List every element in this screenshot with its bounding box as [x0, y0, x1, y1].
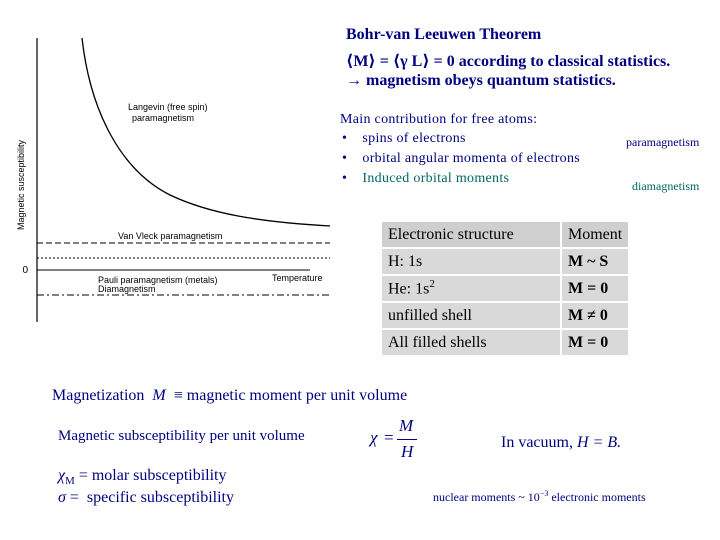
- contrib-item-2: • orbital angular momenta of electrons: [342, 151, 581, 166]
- fraction-denominator: H: [401, 442, 414, 461]
- table-row: [382, 330, 628, 355]
- cell-structure: H: 1s: [382, 249, 560, 274]
- cell-structure: All filled shells: [382, 330, 560, 355]
- contrib-item-3: • Induced orbital moments: [342, 171, 510, 186]
- specific-susceptibility: σ = specific subsceptibility: [58, 489, 234, 506]
- cell-moment: M = 0: [562, 330, 628, 355]
- theorem-title: Bohr-van Leeuwen Theorem: [346, 26, 542, 43]
- molar-susceptibility: $\chi_M$ = molar subsceptibility: [58, 467, 227, 488]
- cell-structure: unfilled shell: [382, 303, 560, 328]
- vacuum-note: In vacuum, H = B.: [501, 434, 622, 451]
- fraction-numerator: M: [399, 416, 414, 435]
- fraction-bar: [397, 439, 417, 440]
- pauli-label: Pauli paramagnetism (metals): [98, 275, 218, 285]
- electronic-structure-table: [380, 220, 630, 357]
- table-row: [382, 276, 628, 301]
- langevin-label-1: Langevin (free spin): [128, 102, 208, 112]
- langevin-label-2: paramagnetism: [132, 113, 195, 123]
- magnetization-definition: Magnetization M ≡ magnetic moment per unit volume: [52, 387, 408, 404]
- susceptibility-graph: [10, 30, 340, 330]
- table-row: [382, 249, 628, 274]
- theorem-line-2: → magnetism obeys quantum statistics.: [346, 72, 616, 89]
- zero-tick: 0: [22, 265, 28, 276]
- y-axis-label: Magnetic susceptibility: [16, 139, 26, 230]
- susceptibility-definition: Magnetic subsceptibility per unit volume: [58, 428, 305, 444]
- dia-label: Diamagnetism: [98, 284, 156, 294]
- langevin-curve: [82, 38, 330, 226]
- table-header-row: [382, 222, 628, 247]
- chi-symbol: χ: [370, 428, 378, 447]
- cell-moment: M ≠ 0: [562, 303, 628, 328]
- cell-structure: He: $1s^2$: [382, 276, 560, 301]
- header-structure: Electronic structure: [382, 222, 560, 247]
- cell-moment: M ~ S: [562, 249, 628, 274]
- nuclear-moments-note: nuclear moments ~ $10^{-3}$ electronic moments: [433, 489, 646, 504]
- header-moment: Moment: [562, 222, 628, 247]
- x-axis-label: Temperature: [272, 273, 323, 283]
- label-diamagnetism: diamagnetism: [632, 179, 700, 193]
- theorem-line-1: ⟨M⟩ = ⟨γ L⟩ = 0 according to classical statistics.: [346, 53, 671, 70]
- table-row: [382, 303, 628, 328]
- label-paramagnetism: paramagnetism: [626, 135, 700, 149]
- cell-moment: M = 0: [562, 276, 628, 301]
- vanvleck-label: Van Vleck paramagnetism: [118, 231, 223, 241]
- contrib-heading: Main contribution for free atoms:: [340, 112, 538, 127]
- equals-sign: =: [384, 428, 394, 447]
- contrib-item-1: • spins of electrons: [342, 131, 466, 146]
